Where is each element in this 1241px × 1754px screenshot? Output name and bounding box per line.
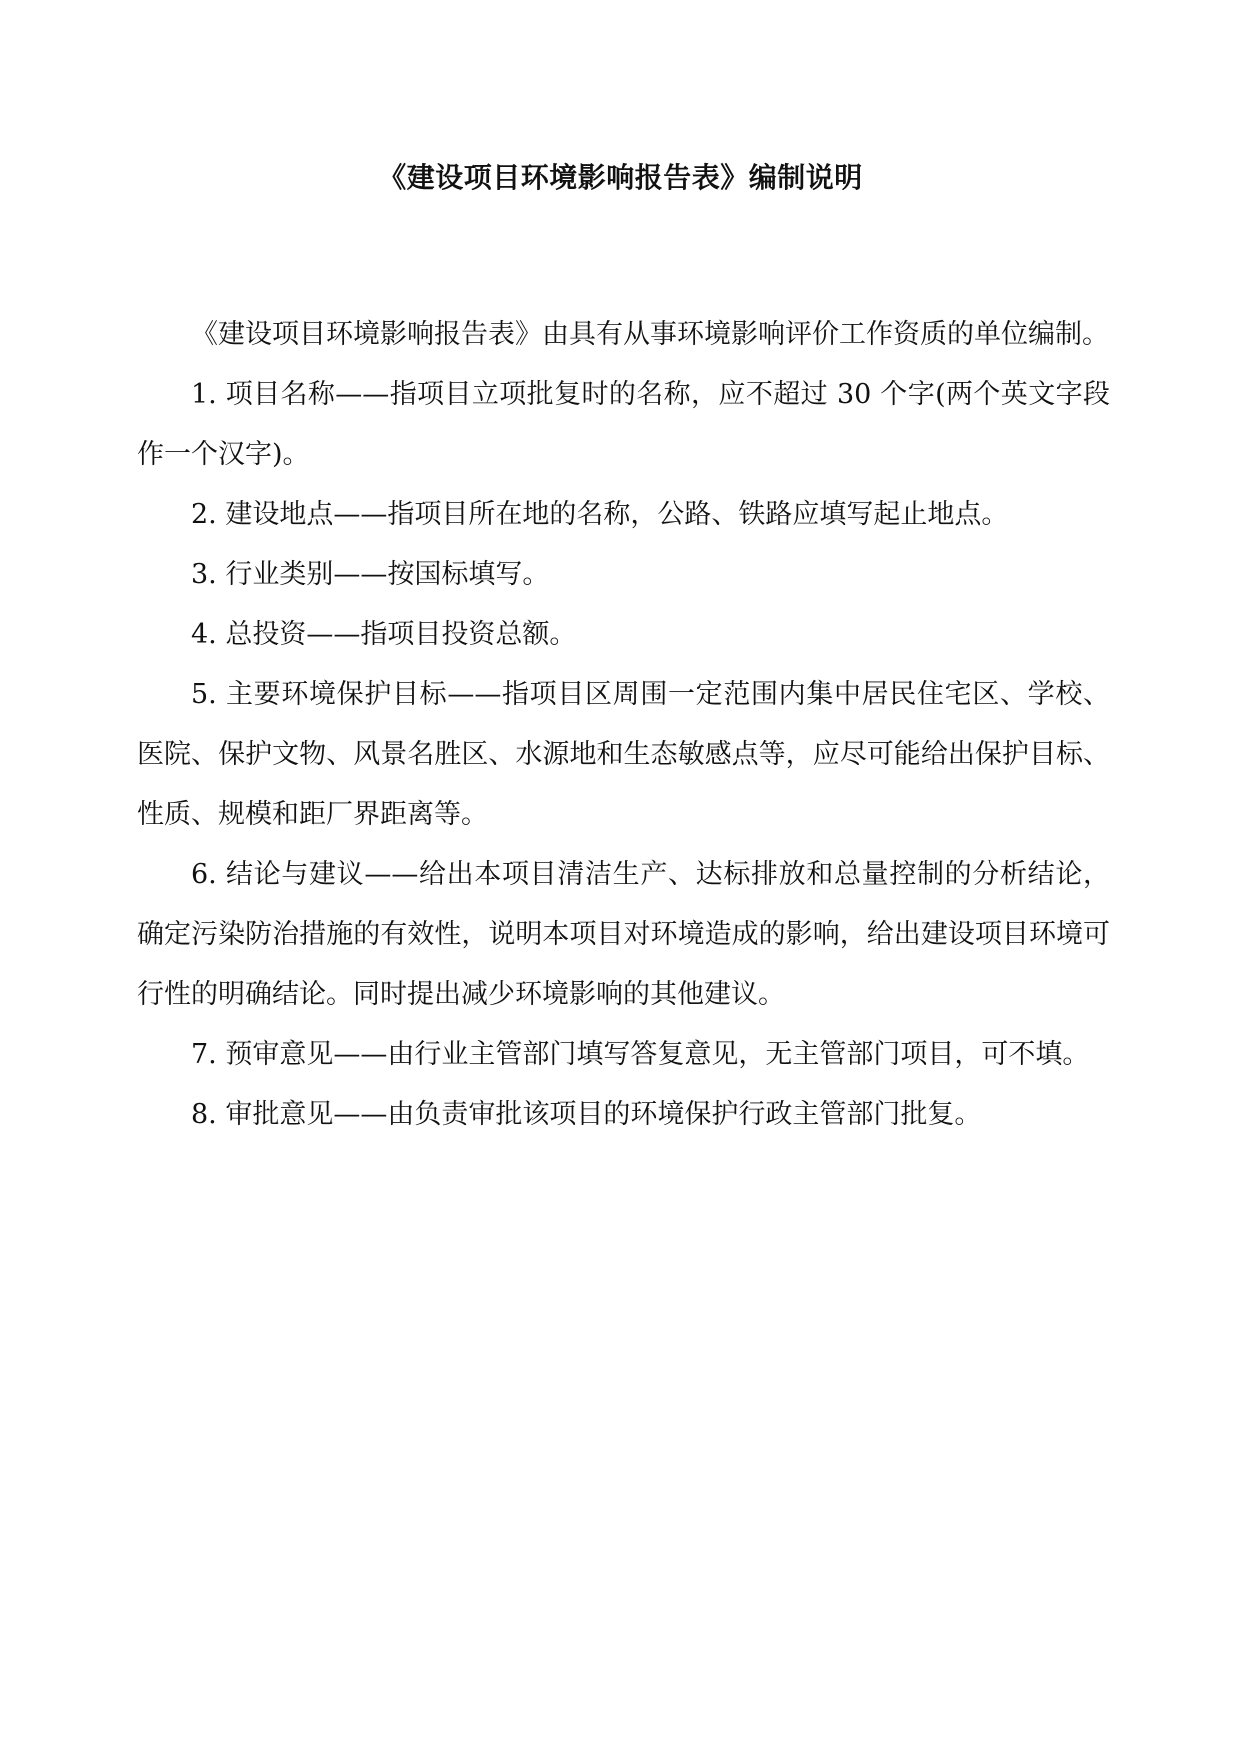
item-industry-category: 3. 行业类别——按国标填写。 <box>191 559 550 590</box>
item-approval-opinion: 8. 审批意见——由负责审批该项目的环境保护行政主管部门批复。 <box>191 1099 982 1130</box>
item-total-investment: 4. 总投资——指项目投资总额。 <box>191 619 577 650</box>
item-protection-targets: 5. 主要环境保护目标——指项目区周围一定范围内集中居民住宅区、学校、医院、保护文物、风景名胜区、水源地和生态敏感点等，应尽可能给出保护目标、性质、规模和距厂界距离等。 <box>137 679 1110 830</box>
document-body <box>137 305 1110 1145</box>
intro-paragraph: 《建设项目环境影响报告表》由具有从事环境影响评价工作资质的单位编制。 <box>191 319 1109 350</box>
document-title: 《建设项目环境影响报告表》编制说明 <box>378 161 863 194</box>
item-pre-review-opinion: 7. 预审意见——由行业主管部门填写答复意见，无主管部门项目，可不填。 <box>191 1039 1090 1070</box>
item-project-name: 1. 项目名称——指项目立项批复时的名称，应不超过 30 个字(两个英文字段作一个汉字)。 <box>137 379 1110 470</box>
item-conclusion-suggestions: 6. 结论与建议——给出本项目清洁生产、达标排放和总量控制的分析结论，确定污染防治措施的有效性，说明本项目对环境造成的影响，给出建设项目环境可行性的明确结论。同时提出减少环境影响的其他建议。 <box>137 859 1110 1010</box>
item-construction-site: 2. 建设地点——指项目所在地的名称，公路、铁路应填写起止地点。 <box>191 499 1009 530</box>
